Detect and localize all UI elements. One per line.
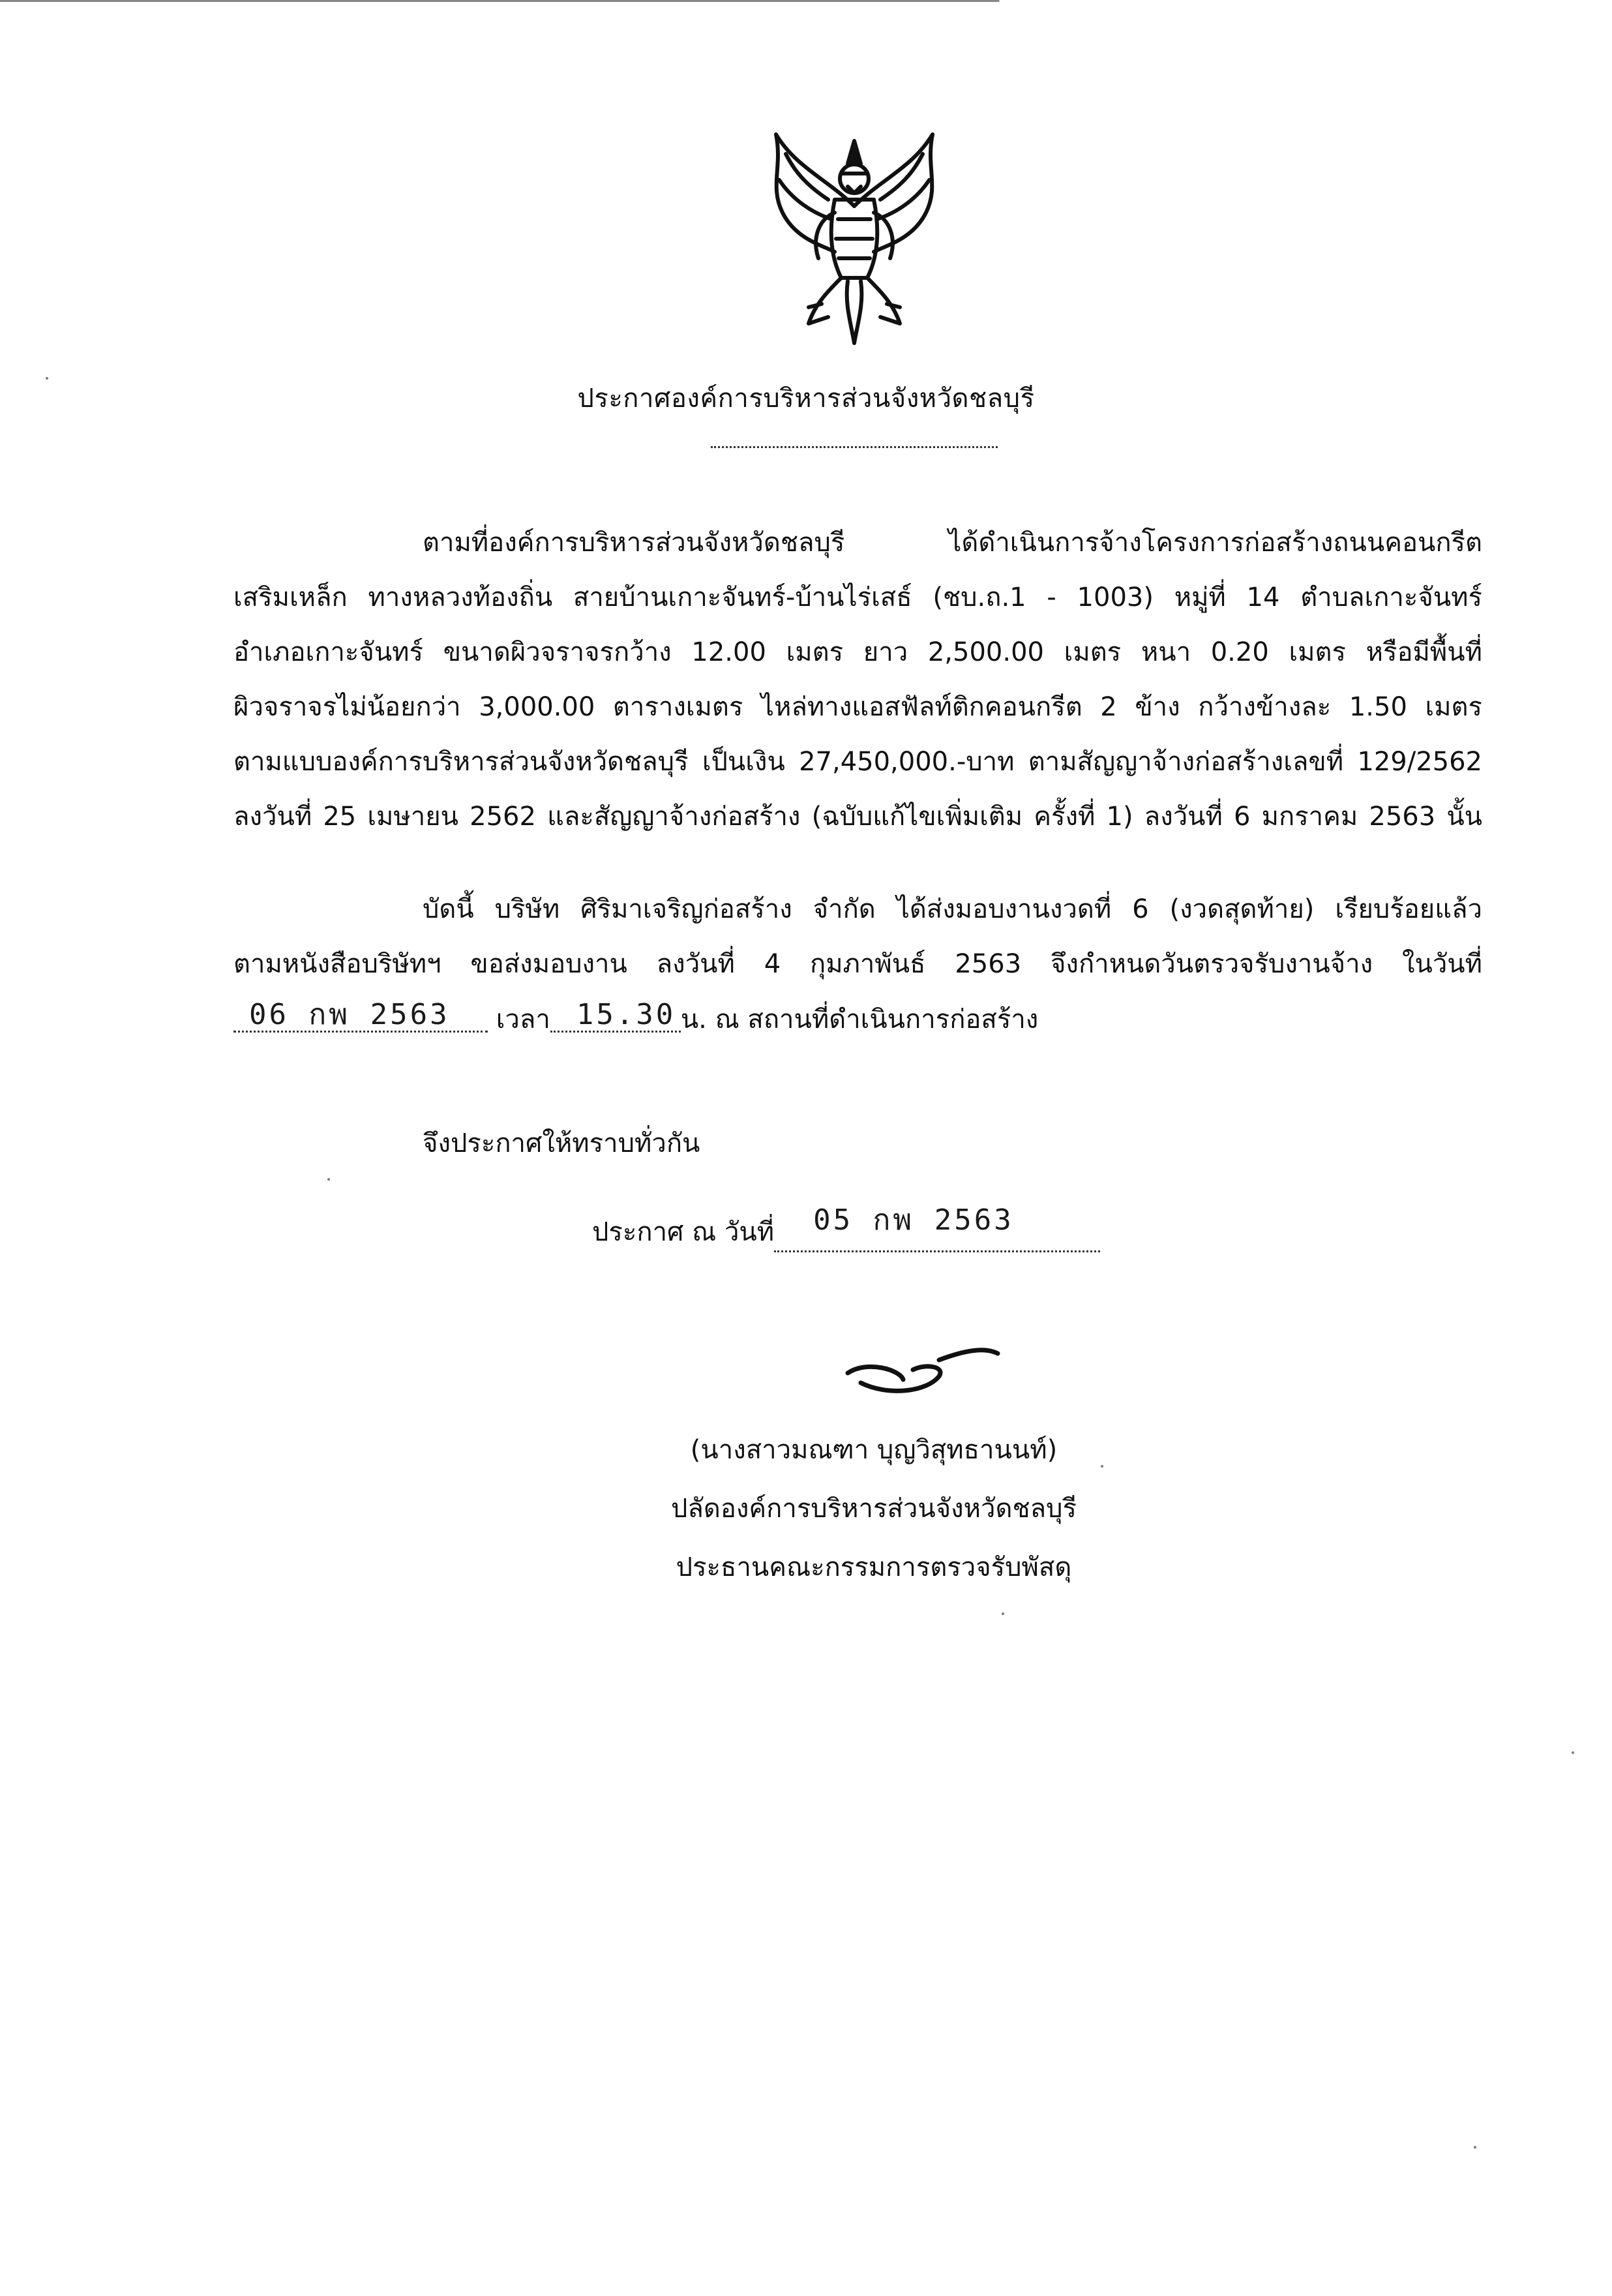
- inspection-date-handwritten: 06 กพ 2563: [249, 998, 450, 1031]
- paragraph1-line: อำเภอเกาะจันทร์ ขนาดผิวจราจรกว้าง 12.00 เมตร ยาว 2,500.00 เมตร หนา 0.20 เมตร หรือมีพื้นที่: [233, 637, 1482, 667]
- title-dotted-rule: [711, 446, 998, 448]
- announcement-date-line: [592, 1203, 1100, 1252]
- paragraph1-line: ตามที่องค์การบริหารส่วนจังหวัดชลบุรี ได้ดำเนินการจ้างโครงการก่อสร้างถนนคอนกรีต: [423, 528, 1482, 558]
- paragraph2-line: ตามหนังสือบริษัทฯ ขอส่งมอบงาน ลงวันที่ 4 กุมภาพันธ์ 2563 จึงกำหนดวันตรวจรับงานจ้าง ในวันที่: [233, 949, 1482, 979]
- scan-edge-line: [0, 0, 1612, 2]
- closing-statement: จึงประกาศให้ทราบทั่วกัน: [423, 1128, 700, 1158]
- garuda-emblem-icon: [756, 128, 952, 350]
- inspection-time-field: [550, 998, 681, 1033]
- announcement-date-handwritten: 05 กพ 2563: [813, 1203, 1014, 1237]
- signatory-role: ประธานคณะกรรมการตรวจรับพัสดุ: [676, 1552, 1072, 1582]
- scan-speck: [46, 377, 48, 380]
- inspection-schedule-line: [233, 998, 1039, 1035]
- trailing-location-text: น. ณ สถานที่ดำเนินการก่อสร้าง: [680, 1004, 1039, 1035]
- inspection-time-handwritten: 15.30: [576, 998, 676, 1031]
- inspection-date-field: [233, 998, 488, 1033]
- paragraph1-line: ผิวจราจรไม่น้อยกว่า 3,000.00 ตารางเมตร ไหล่ทางแอสฟัลท์ติกคอนกรีต 2 ข้าง กว้างข้างละ 1.50 เมตร: [233, 692, 1482, 722]
- scan-speck: [1474, 2146, 1476, 2149]
- scan-speck: [1002, 1612, 1004, 1615]
- paragraph2-line: บัดนี้ บริษัท ศิริมาเจริญก่อสร้าง จำกัด ได้ส่งมอบงานงวดที่ 6 (งวดสุดท้าย) เรียบร้อยแล้ว: [423, 894, 1483, 924]
- scan-speck: [1101, 1465, 1103, 1468]
- announcement-date-label: ประกาศ ณ วันที่: [592, 1217, 775, 1247]
- document-title: ประกาศองค์การบริหารส่วนจังหวัดชลบุรี: [577, 384, 1035, 414]
- paragraph1-line: เสริมเหล็ก ทางหลวงท้องถิ่น สายบ้านเกาะจันทร์-บ้านไร่เสธ์ (ชบ.ถ.1 - 1003) หมู่ที่ 14 ตำบลเกาะจันทร์: [233, 582, 1482, 612]
- scan-speck: [1572, 1751, 1574, 1754]
- signature-icon: [841, 1337, 1004, 1409]
- paragraph1-line: ลงวันที่ 25 เมษายน 2562 และสัญญาจ้างก่อสร้าง (ฉบับแก้ไขเพิ่มเติม ครั้งที่ 1) ลงวันที่ 6 มกราคม 2563 นั้น: [233, 802, 1482, 832]
- scan-speck: [327, 1178, 330, 1181]
- paragraph1-line: ตามแบบองค์การบริหารส่วนจังหวัดชลบุรี เป็นเงิน 27,450,000.-บาท ตามสัญญาจ้างก่อสร้างเลขที่ 129/2562: [233, 747, 1482, 777]
- time-label: เวลา: [496, 1004, 550, 1035]
- announcement-date-field: [774, 1203, 1100, 1252]
- signatory-name: (นางสาวมณฑา บุญวิสุทธานนท์): [690, 1435, 1058, 1465]
- signatory-position: ปลัดองค์การบริหารส่วนจังหวัดชลบุรี: [670, 1494, 1077, 1524]
